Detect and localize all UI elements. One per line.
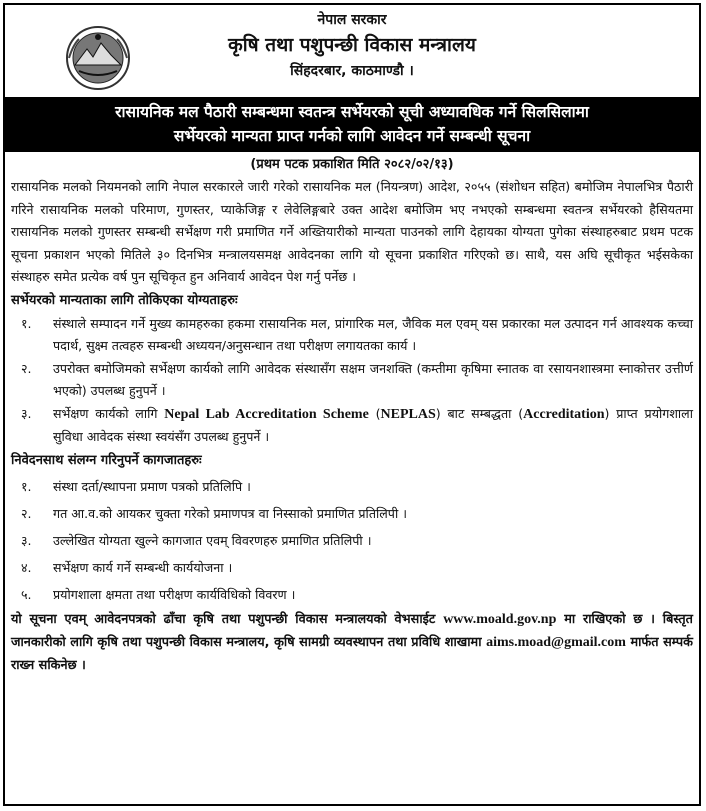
neplas-acronym: NEPLAS bbox=[380, 406, 436, 422]
list-item: २. गत आ.व.को आयकर चुक्ता गरेको प्रमाणपत्र वा निस्साको प्रमाणित प्रतिलिपी । bbox=[21, 505, 407, 521]
list-item: ४. सर्भेक्षण कार्य गर्ने सम्बन्धी कार्ययोजना । bbox=[21, 559, 233, 575]
list-item: ३. सर्भेक्षण कार्यको लागि Nepal Lab Accreditation Scheme (NEPLAS) बाट सम्बद्धता (Accreditation) प्राप्त प्रयोगशाला सुविधा आवेदक संस्था स्वयंसँग उपलब्ध हुनुपर्ने । bbox=[21, 405, 693, 444]
documents-list bbox=[11, 473, 693, 608]
neplas-scheme-name: Nepal Lab Accreditation Scheme bbox=[164, 406, 369, 422]
website-link[interactable]: www.moald.gov.np bbox=[443, 611, 557, 627]
qualifications-heading: सर्भेयरको मान्यताका लागि तोकिएका योग्यताहरुः bbox=[11, 292, 238, 308]
published-date: (प्रथम पटक प्रकाशित मिति २०८२/०२/१३) bbox=[250, 157, 454, 172]
footer-note: यो सूचना एवम् आवेदनपत्रको ढाँचा कृषि तथा पशुपन्छी विकास मन्त्रालयको वेभसाईट www.moald.gov.np मा राखिएको छ । बिस्तृत जानकारीको लागि कृषि तथा पशुपन्छी विकास मन्त्रालय, कृषि सामग्री व्यवस्थापन तथा प्रविधि शाखामा aims.moad@gmail.com मार्फत सम्पर्क राख्न सकिनेछ । bbox=[11, 611, 693, 673]
list-item: ३. उल्लेखित योग्यता खुल्ने कागजात एवम् विवरणहरु प्रमाणित प्रतिलिपी । bbox=[21, 532, 372, 548]
government-name: नेपाल सरकार bbox=[317, 12, 387, 28]
accreditation-term: Accreditation bbox=[523, 406, 605, 422]
notice-title-banner bbox=[5, 97, 699, 152]
header bbox=[5, 5, 699, 97]
notice-body bbox=[5, 176, 699, 677]
notice-title-line1: रासायनिक मल पैठारी सम्बन्धमा स्वतन्त्र सर्भेयरको सूची अध्यावधिक गर्ने सिलसिलामा bbox=[115, 103, 589, 121]
list-item: २. उपरोक्त बमोजिमको सर्भेक्षण कार्यको लागि आवेदक संस्थासँग सक्षम जनशक्ति (कम्तीमा कृषिमा स्नातक वा रसायनशास्त्रमा स्नाकोत्तर उत्तीर्ण भएको) उपलब्ध हुनुपर्ने । bbox=[21, 360, 693, 398]
list-item: १. संस्था दर्ता/स्थापना प्रमाण पत्रको प्रतिलिपि । bbox=[21, 478, 251, 494]
ministry-name: कृषि तथा पशुपन्छी विकास मन्त्रालय bbox=[228, 34, 476, 56]
email-link[interactable]: aims.moad@gmail.com bbox=[486, 634, 626, 650]
list-item: ५. प्रयोगशाला क्षमता तथा परीक्षण कार्यविधिको विवरण । bbox=[21, 586, 296, 602]
notice-title-line2: सर्भेयरको मान्यता प्राप्त गर्नको लागि आवेदन गर्ने सम्बन्धी सूचना bbox=[173, 127, 531, 145]
notice-frame bbox=[3, 3, 701, 806]
ministry-address: सिंहदरबार, काठमाण्डौ । bbox=[290, 63, 414, 79]
list-item: १. संस्थाले सम्पादन गर्ने मुख्य कामहरुका हकमा रासायनिक मल, प्रांगारिक मल, जैविक मल एवम् यस प्रकारका मल उत्पादन गर्न आवश्यक कच्चा पदार्थ, सुक्ष्म तत्वहरु सम्बन्धी अध्ययन/अनुसन्धान तथा परीक्षण लगायतका कार्य । bbox=[21, 315, 693, 353]
documents-heading: निवेदनसाथ संलग्न गरिनुपर्ने कागजातहरुः bbox=[11, 452, 202, 468]
intro-paragraph: रासायनिक मलको नियमनको लागि नेपाल सरकारले जारी गरेको रासायनिक मल (नियन्त्रण) आदेश, २०५५ (संशोधन सहित) बमोजिम नेपालभित्र पैठारी गरिने रासायनिक मलको परिमाण, गुणस्तर, प्याकेजिङ्ग र लेवेलिङ्गबारे उक्त आदेश बमोजिम भए नभएको सम्बन्धमा स्वतन्त्र सर्भेयरको हैसियतमा रासायनिक मलको गुणस्तर सम्बन्धी सर्भेक्षण गरी प्रमाणित गर्ने अख्तियारीको मान्यता पाउनको लागि देहायका योग्यता पुगेका संस्थाहरुबाट प्रथम पटक सूचना प्रकाशन भएको मितिले ३० दिनभित्र मन्त्रालयसमक्ष आवेदनका लागि यो सूचना प्रकाशित गरिएको छ। साथै, यस अघि सूचीकृत भईसकेका संस्थाहरु समेत प्रत्येक वर्ष पुन सूचिकृत हुन अनिवार्य आवेदन पेश गर्नु पर्नेछ । bbox=[11, 179, 693, 284]
qualifications-list bbox=[11, 313, 693, 449]
